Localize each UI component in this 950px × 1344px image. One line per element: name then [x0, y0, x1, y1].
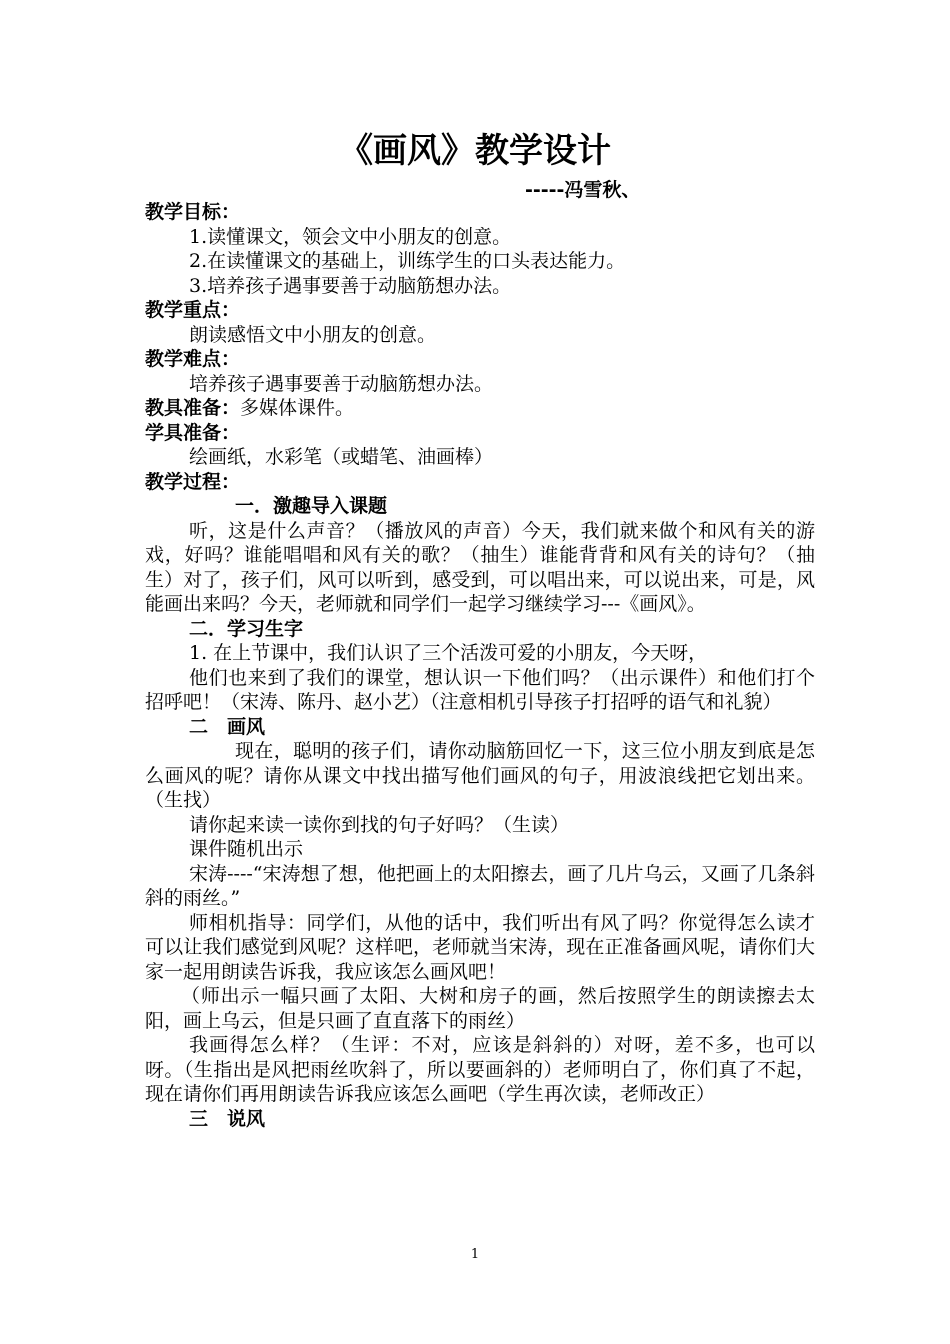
document-body — [145, 200, 815, 1131]
paragraph: 课件随机出示 — [189, 838, 304, 860]
paragraph: 现在，聪明的孩子们，请你动脑筋回忆一下，这三位小朋友到底是怎么画风的呢？请你从课文中找出描写他们画风的句子，用波浪线把它划出来。（生找） — [145, 740, 815, 811]
document-author: -----冯雪秋、 — [525, 179, 641, 201]
section-heading-teaching-aids: 教具准备： — [145, 397, 241, 419]
paragraph: 宋涛----“宋涛想了想，他把画上的太阳擦去，画了几片乌云，又画了几条斜斜的雨丝。” — [145, 862, 815, 909]
student-materials-text: 绘画纸，水彩笔（或蜡笔、油画棒） — [189, 446, 494, 468]
difficulty-text: 培养孩子遇事要善于动脑筋想办法。 — [189, 372, 494, 395]
key-point-text: 朗读感悟文中小朋友的创意。 — [189, 323, 437, 346]
section-heading-objectives: 教学目标： — [145, 201, 241, 223]
section-heading-process: 教学过程： — [145, 470, 241, 493]
process-step-heading: 二．学习生字 — [189, 617, 304, 640]
paragraph: （师出示一幅只画了太阳、大树和房子的画，然后按照学生的朗读擦去太阳，画上乌云，但是只画了直直落下的雨丝） — [145, 985, 815, 1032]
section-heading-student-materials: 学具准备： — [145, 421, 241, 444]
teaching-aids-text: 多媒体课件。 — [240, 397, 355, 419]
paragraph: 请你起来读一读你到找的句子好吗？（生读） — [189, 813, 570, 836]
paragraph: 听，这是什么声音？（播放风的声音）今天，我们就来做个和风有关的游戏，好吗？谁能唱唱和风有关的歌？（抽生）谁能背背和风有关的诗句？（抽生）对了，孩子们，风可以听到，感受到，可以唱出来，可以说出来，可是，风能画出来吗？今天，老师就和同学们一起学习继续学习---《画风》。 — [145, 519, 815, 615]
process-step-heading: 一．激趣导入课题 — [235, 495, 388, 517]
document-title: 《画风》教学设计 — [339, 131, 611, 171]
process-step-heading: 二 画风 — [189, 715, 266, 738]
objective-item: 3.培养孩子遇事要善于动脑筋想办法。 — [189, 274, 512, 297]
paragraph: 师相机指导：同学们，从他的话中，我们听出有风了吗？你觉得怎么读才可以让我们感觉到风呢？这样吧，老师就当宋涛，现在正准备画风呢，请你们大家一起用朗读告诉我，我应该怎么画风吧！ — [145, 911, 815, 983]
page-number: 1 — [470, 1247, 480, 1262]
section-heading-difficulties: 教学难点： — [145, 348, 241, 370]
paragraph: 我画得怎么样？（生评：不对，应该是斜斜的）对呀，差不多，也可以呀。（生指出是风把雨丝吹斜了，所以要画斜的）老师明白了，你们真了不起，现在请你们再用朗读告诉我应该怎么画吧（学生再次读，老师改正） — [145, 1034, 815, 1105]
teaching-aids-line — [145, 396, 815, 421]
paragraph: 他们也来到了我们的课堂，想认识一下他们吗？（出示课件）和他们打个招呼吧！（宋涛、陈丹、赵小艺）（注意相机引导孩子打招呼的语气和礼貌） — [145, 666, 815, 713]
paragraph: 1. 在上节课中，我们认识了三个活泼可爱的小朋友，今天呀， — [189, 642, 708, 664]
objective-item: 1.读懂课文，领会文中小朋友的创意。 — [189, 225, 512, 248]
process-step-heading: 三 说风 — [189, 1107, 266, 1130]
objective-item: 2.在读懂课文的基础上，训练学生的口头表达能力。 — [189, 250, 626, 272]
section-heading-key-points: 教学重点： — [145, 299, 241, 321]
